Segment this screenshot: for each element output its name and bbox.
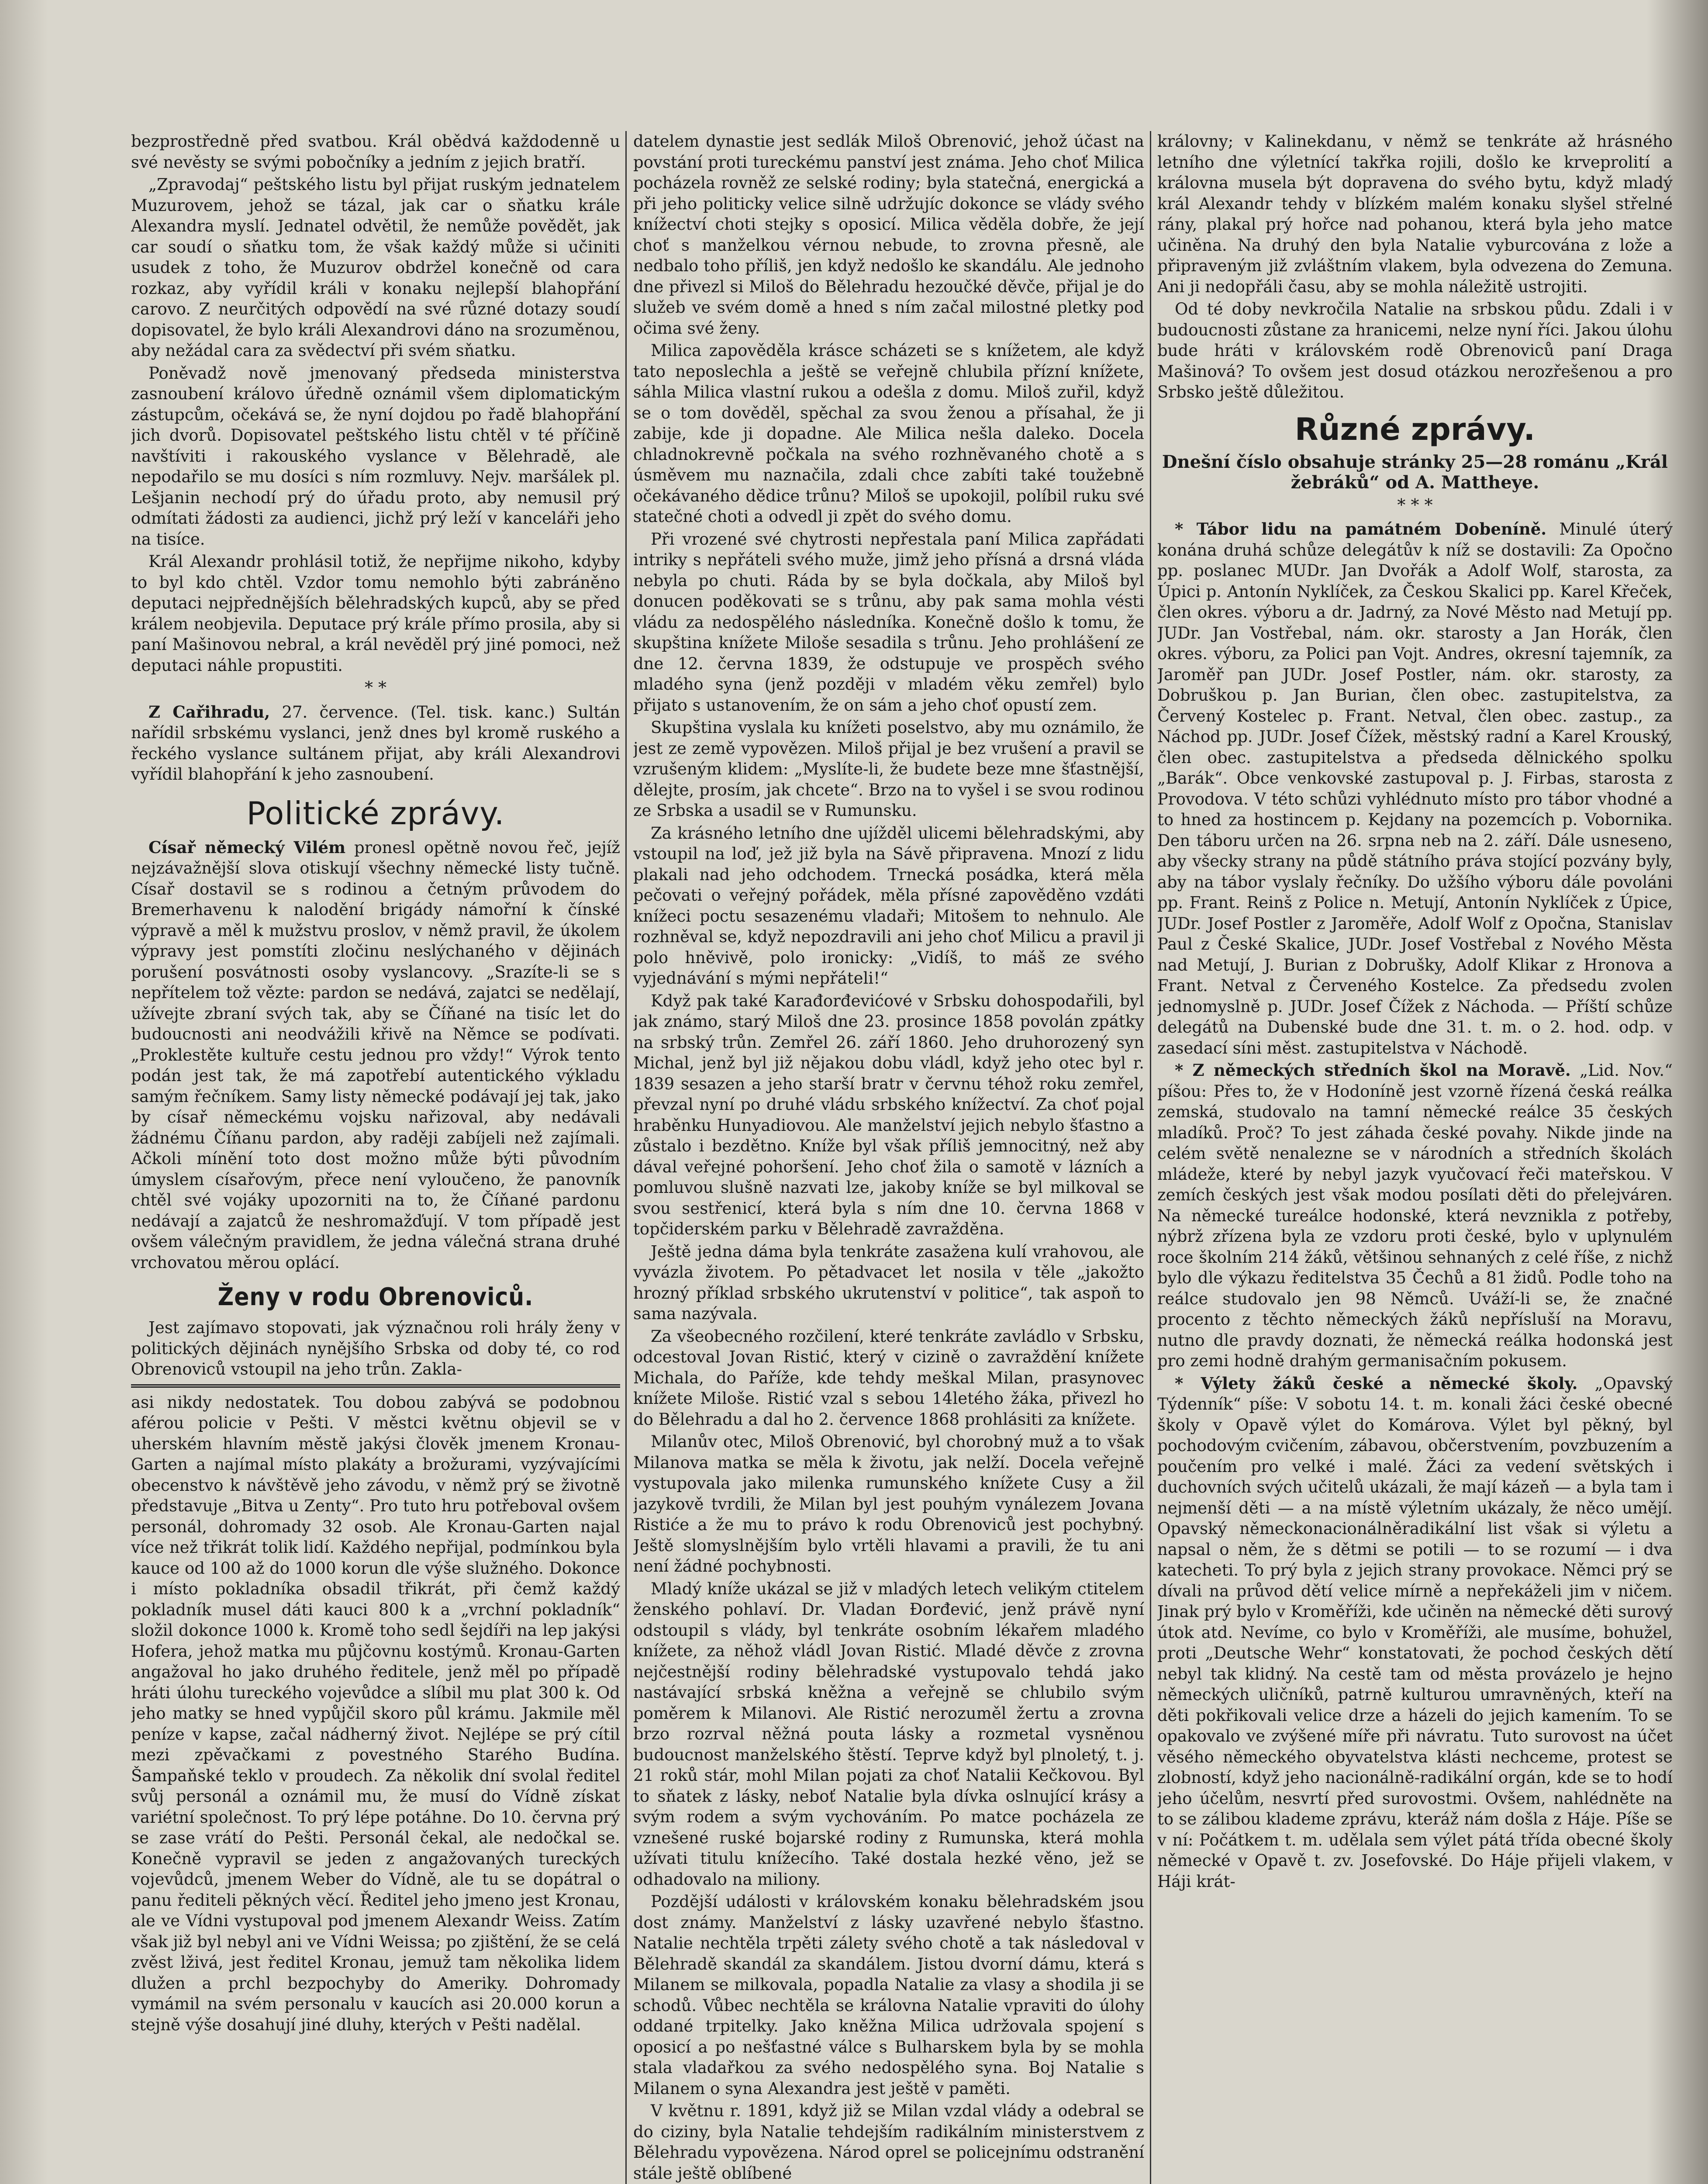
heading-zeny-v-rodu: Ženy v rodu Obrenoviců.: [217, 1283, 534, 1311]
heading-politicke-zpravy: Politické zprávy.: [246, 795, 505, 832]
col2-para-5: Za krásného letního dne ujížděl ulicemi bělehradskými, aby vstoupil na loď, jež již byla na Sávě připravena. Mnozí z lidu plakali nad jeho odchodem. Trnecká posádka, která měla pečovati o veřejný pořádek, měla přísné zapověděno vzdáti knížeci poctu sesazenému vladaři; Mitošem to nehnulo. Ale rozhněval se, když nepozdravili ani jeho choť Milicu a pravil ji polo hněvivě, polo ironicky: „Vidíš, to máš ze svého vyjednávání s mými nepřáteli!“: [633, 823, 1144, 988]
col1-section-rule: [131, 1384, 620, 1388]
col3-novel-notice: Dnešní číslo obsahuje stránky 25—28 románu „Král žebráků“ od A. Mattheye.: [1162, 451, 1668, 493]
col2-para-4: Skupština vyslala ku knížeti poselstvo, aby mu oznámilo, že jest ze země vypovězen. Miloš přijal je bez vrušení a pravil se vzrušeným klidem: „Myslíte-li, že budete beze mne šťastnější, dělejte, prosím, jak chcete“. Brzo na to vyšel i se svou rodinou ze Srbska a usadil se v Rumunsku.: [633, 718, 1144, 820]
col1-dateline: Z Cařihradu,: [148, 702, 270, 722]
col1-lead-cisar: Císař německý Vilém: [148, 837, 346, 857]
column-2: [633, 131, 1144, 2184]
col2-para-8: Za všeobecného rozčilení, které tenkráte zavládlo v Srbsku, odcestoval Jovan Ristić, který v cizině o zavraždění knížete Michala, do Paříže, kde tehdy meškal Milan, prasynovec knížete Miloše. Ristić vzal s sebou 14letého žáka, přivezl ho do Bělehradu a dal ho 2. července 1868 prohlásiti za knížete.: [633, 1327, 1144, 1429]
col3-lead-vylety: * Výlety žáků české a německé školy.: [1175, 1373, 1578, 1393]
col1-para-7: Jest zajímavo stopovati, jak význačnou roli hrály ženy v politických dějinách nynějšího Srbska od doby té, co rod Obrenoviců vstoupil na jeho trůn. Zakla-: [131, 1318, 620, 1379]
col3-news-2: „Lid. Nov.“ píšou: Přes to, že v Hodoníně jest vzorně řízená česká reálka zemská, studovalo na tamní německé reálce 35 českých mladíků. Proč? To jest záhada české povahy. Nikde jinde na celém světě nenalezne se v národních a středních školách mládeže, které by nebyl jazyk vyučovací řeči mateřskou. V zemích českých jest však modou posílati děti do přelejváren. Na německé tureálce hodonské, která nevznikla z potřeby, nýbrž zřízena byla ze vzdoru proti české, bylo v uplynulém roce školním 214 žáků, většinou sehnaných z celé říše, z nichž bylo dle výkazu ředitelstva 35 Čechů a 81 židů. Podle toho na reálce studovalo jen 98 Němců. Uváží-li se, že značné procento z těchto německých žáků nepřísluší na Moravu, nutno dle pravdy doznati, že německá reálka hodonská jest pro zemi hodně drahým germanisačním pokusem.: [1157, 1061, 1673, 1370]
col1-stars: * *: [364, 678, 387, 697]
col1-para-4: Král Alexandr prohlásil totiž, že nepřijme nikoho, kdyby to byl kdo chtěl. Vzdor tomu nemohlo býti zabráněno deputaci nejpřednějších bělehradských kupců, aby se před králem neobjevila. Deputace prý krále přímo prosila, aby si paní Mašinovou nebral, a král nevěděl prý jiné pomoci, než deputaci náhle propustiti.: [131, 552, 620, 675]
heading-ruzne-zpravy: Různé zprávy.: [1294, 411, 1535, 447]
col2-para-12: V květnu r. 1891, když již se Milan vzdal vlády a odebral se do ciziny, byla Natalie tehdejším radikálním ministerstvem z Bělehradu vypovězena. Národ oprel se policejnímu odstranění stále ještě oblíbené: [633, 2101, 1144, 2183]
col3-para-2: Od té doby nevkročila Natalie na srbskou půdu. Zdali i v budoucnosti zůstane za hranicemi, nelze nyní říci. Jakou úlohu bude hráti v královském rodě Obrenoviců paní Draga Mašinová? To ovšem jest dosud otázkou nerozřešenou a pro Srbsko ještě důležitou.: [1157, 300, 1673, 401]
col3-news-3: „Opavský Týdenník“ píše: V sobotu 14. t. m. konali žáci české obecné školy v Opavě výlet do Komárova. Výlet byl pěkný, byl pochodovým cvičením, zábavou, občerstvením, povzbuzením a poučením pro velké i malé. Žáci za vedení světských i duchovních svých učitelů ukázali, že mají kázeň — a byla tam i nejmenší děti — a na místě výletním ukázaly, že něco umějí. Opavský německonacionálněradikální list však si výletu a napsal o něm, že s dětmi se potili — to se rozumí — i dva katecheti. To prý byla z jejich strany provokace. Němci prý se dívali na průvod dětí velice mírně a nepřekáželi jim v ničem. Jinak prý bylo v Kroměříži, kde učiněn na německé děti surový útok atd. Nevíme, co bylo v Kroměříži, ale musíme, bohužel, proti „Deutsche Wehr“ konstatovati, že pochod českých dětí nebyl tak klidný. Na cestě tam od města provázelo je hejno německých uličníků, patrně kulturou umravněných, kteří na děti pokřikovali velice drze a házeli do jejich kamením. To se opakovalo ve zvýšené míře při návratu. Tuto surovost na účet věsého německého obyvatelstva klásti nechceme, protest se zlobností, když jeho nacionálně-radikální orgán, kde se to hodí jeho účelům, nesvrtí před surovostmi. Ovšem, nahlédněte na to se zálibou klademe zprávu, kteráž nám došla z Háje. Píše se v ní: Počátkem t. m. udělala sem výlet pátá třída obecné školy německé v Opavě t. zv. Josefovské. Do Háje přijeli vlakem, v Háji krát-: [1157, 1374, 1673, 1891]
col1-para-8: asi nikdy nedostatek. Tou dobou zabývá se podobnou aférou policie v Pešti. V městci květnu objevil se v uherském hlavním městě jakýsi člověk jmenem Kronau-Garten a najímal místo plakáty a brožurami, vyzývajícími obecenstvo k návštěvě jeho závodu, v němž prý se životně představuje „Bitva u Zenty“. Pro tuto hru potřeboval ovšem personál, dohromady 32 osob. Ale Kronau-Garten najal více než třikrát tolik lidí. Každého nepřijal, podmínkou byla kauce od 100 až do 1000 korun dle výše služného. Dokonce i místo pokladníka obsadil třikrát, při čemž každý pokladník musel dáti kauci 800 k a „vrchní pokladník“ složil dokonce 1000 k. Kromě toho sedl šejdíři na lep jakýsi Hofera, jehož matka mu půjčovnu kostýmů. Kronau-Garten angažoval ho jako druhého ředitele, jenž měl po případě hráti úlohu tureckého vojevůdce a slíbil mu plat 300 k. Od jeho matky se hned vypůjčil skoro půl krámu. Jakmile měl peníze v kapse, začal nádherný život. Nejlépe se prý cítil mezi zpěvačkami z povestného Starého Budína. Šampaňské teklo v proudech. Za několik dní svolal ředitel svůj personál a oznámil mu, že musí do Vídně získat variétní společnost. To prý lépe potáhne. Do 10. června prý se zase vrátí do Pešti. Personál čekal, ale nedočkal se. Konečně vypravil se jeden z angažovaných tureckých vojevůdců, jmenem Weber do Vídně, ale tu se dopátral o panu řediteli pěkných věcí. Ředitel jeho jmeno jest Kronau, ale ve Vídni vystupoval pod jmenem Alexandr Weiss. Zatím však již byl nebyl ani ve Vídni Weissa; po zjištění, že se celá zvěst lživá, jest ředitel Kronau, jemuž tam několika lidem dlužen a prchl bezpochyby do Ameriky. Dohromady vymámil na svém personalu v kaucích asi 20.000 korun a stejně výše dosahují jiné dluhy, kterých v Pešti nadělal.: [131, 1393, 620, 2034]
col2-para-6: Když pak také Karađorđevićové v Srbsku dohospodařili, byl jak známo, starý Miloš dne 23. prosince 1858 povolán zpátky na srbský trůn. Zemřel 26. září 1860. Jeho druhorozený syn Michal, jenž byl již nějakou dobu vládl, když jeho otec byl r. 1839 sesazen a jeho starší bratr v červnu téhož roku zemřel, převzal nyní po druhé vládu srbského knížectví. Za choť pojal hraběnku Hunyadiovou. Ale manželství jejich nebylo šťastno a zůstalo i bezdětno. Kníže byl však příliš jemnocitný, než aby dával veřejné pohoršení. Jeho choť žila o samotě v lázních a pomluvou slušně nazvati lze, jakoby kníže se byl milkoval se svou sestřenicí, která byla s ním dne 10. června 1868 v topčiderském parku v Bělehradě zavražděna.: [633, 991, 1144, 1238]
column-1: [131, 131, 620, 2037]
col1-para-2: „Zpravodaj“ peštského listu byl přijat ruským jednatelem Muzurovem, jehož se tázal, jak car o sňatku krále Alexandra myslí. Jednatel odvětil, že nemůže povědět, jak car soudí o sňatku tom, že však každý může si učiniti usudek z toho, že Muzurov obdržel konečně od cara rozkaz, aby vyřídil králi v konaku nejlepší blahopřání carovo. Z neurčitých odpovědí na své různé dotazy soudí dopisovatel, že bylo králi Alexandrovi dáno na srozuměnou, aby nežádal cara za svědectví při svém sňatku.: [131, 175, 620, 360]
col3-lead-tabor: * Tábor lidu na památném Dobeníně.: [1175, 519, 1547, 539]
col2-para-3: Při vrozené své chytrosti nepřestala paní Milica zapřádati intriky s nepřáteli svého muže, jimž jeho přísná a drsná vláda nebyla po chuti. Ráda by se byla dočkala, aby Miloš byl donucen poděkovati se s trůnu, aby pak sama mohla vésti vládu za nedospělého následníka. Konečně došlo k tomu, že skupština knížete Miloše sesadila s trůnu. Jeho prohlášení ze dne 12. června 1839, že odstupuje ve prospěch svého mladého syna (jenž později v mladém věku zemřel) bylo přijato s ustanovením, že on sám a jeho choť opustí zem.: [633, 529, 1144, 715]
col3-para-1: královny; v Kalinekdanu, v němž se tenkráte až hrásného letního dne výletnící takřka rojili, došlo ke krveprolití a královna musela být dopravena do svého bytu, když mladý král Alexandr tehdy v blízkém malém konaku slyšel střelné rány, plakal prý hořce nad pohanou, která byla jeho matce učiněna. Na druhý den byla Natalie vyburcována z lože a připraveným již zvláštním vlakem, byla odvezena do Zemuna. Ani ji nedopřáli času, aby se mohla náležitě ustrojiti.: [1157, 132, 1673, 296]
col1-para-1: bezprostředně před svatbou. Král obědvá každodenně u své nevěsty se svými pobočníky a jedním z jejich bratří.: [131, 132, 620, 172]
column-rule-1: [625, 131, 627, 2184]
column-3: [1157, 131, 1673, 1894]
col2-para-9: Milanův otec, Miloš Obrenović, byl chorobný muž a to však Milanova matka se měla k životu, jak nelží. Docela veřejně vystupovala jako milenka rumunského knížete Cusy a žil jazykově tvrdili, že Milan byl jest pouhým vynálezem Jovana Ristiće a že mu to právo k rodu Obrenoviců jest pochybný. Ještě slomyslnějším bylo vrtěli hlavami a pravili, že tu ani není žádné pochybnosti.: [633, 1432, 1144, 1576]
col3-lead-skoly: * Z německých středních škol na Moravě.: [1175, 1061, 1571, 1080]
column-rule-2: [1150, 131, 1151, 2184]
scan-edge-left: [0, 0, 48, 2184]
col3-stars: * * *: [1397, 495, 1433, 515]
col2-para-11: Pozdější události v královském konaku bělehradském jsou dost známy. Manželství z lásky uzavřené nebylo šťastno. Natalie nechtěla trpěti zálety svého chotě a tak následoval v Bělehradě skandál za skandálem. Jistou dvorní dámu, která s Milanem se milkovala, popadla Natalie za vlasy a shodila ji se schodů. Vůbec nechtěla se královna Natalie vpraviti do úlohy oddané trpitelky. Jako kněžna Milica udržovala spojení s oposicí a po nešťastné válce s Bulharskem byla by se mohla stala vladařkou za svého nedospělého syna. Boj Natalie s Milanem o syna Alexandra jest ještě v paměti.: [633, 1892, 1144, 2098]
col1-para-3: Poněvadž nově jmenovaný předseda ministerstva zasnoubení královo úředně oznámil všem diplomatickým zástupcům, očekává se, že nyní dojdou po řadě blahopřání jich dvorů. Dopisovatel peštského listu chtěl v té příčině navštíviti i rakouského vyslance v Bělehradě, ale nepodařilo se mu dosíci s ním rozmluvy. Nejv. maršálek pl. Lešjanin nechodí prý do úřadu proto, aby nemusil prý odmítati žádosti za audienci, jichž prý leží v kanceláři jeho na tisíce.: [131, 363, 620, 549]
col1-para-6: pronesl opětně novou řeč, jejíž nejzávažnější slova otiskují všechny německé listy tučně. Císař dostavil se s rodinou a četným průvodem do Bremerhavenu k nalodění brigády námořní k čínské výpravě a měl k mužstvu proslov, v němž pravil, že úkolem výpravy jest pomstíti zločinu neslýchaného v dějinách porušení posvátnosti osoby vyslancovy. „Srazíte-li se s nepřítelem tož vězte: pardon se nedává, zajatci se nedělají, užívejte zbraní svých tak, aby se Číňané na tisíc let do budoucnosti ani neodvážili křivě na Němce se podívati. „Proklestěte kultuře cestu jednou pro vždy!“ Výrok tento podán jest tak, že má zapotřebí autentického výkladu samým řečníkem. Samy listy německé podávají jej tak, jako by císař německému vojsku nařizoval, aby nedávali žádnému Číňanu pardon, aby raději zabíjeli než zajímali. Ačkoli mínění toto dost možno může býti původním úmyslem císařovým, přece není vyloučeno, že panovník chtěl své vojáky upozorniti na to, že Číňané pardonu nedávají a zajatců že neshromažďují. V tom případě jest ovšem válečným pravidlem, že jedna válečná strana druhé vrchovatou měrou oplácí.: [131, 838, 620, 1272]
col3-news-1: Minulé úterý konána druhá schůze delegátův k níž se dostavili: Za Opočno pp. poslanec MUDr. Jan Dvořák a Adolf Wolf, starosta, za Úpici p. Antonín Nyklíček, za Českou Skalici pp. Karel Křeček, člen okres. výboru a dr. Jadrný, za Nové Město nad Metují pp. JUDr. Jan Vostřebal, nám. okr. starosty a Jan Horák, člen okres. výboru, za Polici pan Vojt. Andres, okresní tajemník, za Jaroměř pan JUDr. Josef Postler, nám. okr. starosty, za Dobruškou p. Jan Burian, člen obec. zastupitelstva, za Červený Kostelec p. Frant. Netval, člen obec. zastup., za Náchod pp. JUDr. Josef Čížek, městský radní a Karel Krouský, člen obec. zastupitelstva a předseda dělnického spolku „Barák“. Obce venkovské zastupoval p. J. Firbas, starosta z Provodova. V této schůzi vyhlédnuto místo pro tábor vhodné a to hned za hostincem p. Kejdany na pozemcích p. Vobornika. Den táboru určen na 26. srpna neb na 2. září. Dále usneseno, aby všecky strany na půdě státního práva stojící pozvány byly, aby na tábor vyslaly řečníky. Do užšího výboru dále povoláni pp. Frant. Reinš z Police n. Metují, Antonín Nyklíček z Úpice, JUDr. Josef Postler z Jaroměře, Adolf Wolf z Opočna, Stanislav Paul z České Skalice, JUDr. Josef Vostřebal z Nového Města nad Metují, J. Burian z Dobrušky, Adolf Klikar z Hronova a Frant. Netval z Červeného Kostelce. Za předsedu zvolen jednomyslně p. JUDr. Josef Čížek z Náchoda. — Příští schůze delegátů na Dubenské bude dne 31. t. m. o 2. hod. odp. v zasedací síni měst. zastupitelstva v Náchodě.: [1157, 520, 1673, 1057]
col2-para-7: Ještě jedna dáma byla tenkráte zasažena kulí vrahovou, ale vyvázla životem. Po pětadvacet let nosila v těle „jakožto hrozný příklad srbského ukrutenství v politice“, tak aspoň to sama nazývala.: [633, 1242, 1144, 1323]
col2-para-10: Mladý kníže ukázal se již v mladých letech velikým ctitelem ženského pohlaví. Dr. Vladan Đorđević, jenž právě nyní odstoupil s vlády, byl tenkráte osobním lékařem mladého knížete, za něhož vládl Jovan Ristić. Mladé děvče z zrovna nejčestnější rodiny bělehradské vystupovalo tehdá jako nastávající srbská kněžna a veřejně se chlubilo svým poměrem k Milanovi. Ale Ristić nerozuměl žertu a zrovna brzo rozrval něžná pouta lásky a rozmetal vysněnou budoucnost manželského štěstí. Teprve když byl plnoletý, t. j. 21 roků stár, mohl Milan pojati za choť Natalii Kečkovou. Byl to sňatek z lásky, neboť Natalie byla dívka oslnující krásy a svým rodem a svým vychováním. Po matce pocházela ze vznešené ruské bojarské rodiny z Rumunska, která mohla užívati titulu knížecího. Také dostala hezké věno, jež se odhadovalo na miliony.: [633, 1579, 1144, 1889]
col2-para-2: Milica zapověděla krásce scházeti se s knížetem, ale když tato neposlechla a ještě se veřejně chlubila přízní knížete, sáhla Milica vlastní rukou a odešla z domu. Miloš zuřil, když se o tom dověděl, spěchal za svou ženou a přísahal, že ji zabije, kde ji dopadne. Ale Milica nešla daleko. Docela chladnokrevně počkala na svého rozhněvaného chotě a s úsměvem mu naznačila, zdali chce zabíti také toužebně očekávaného dědice trůnu? Miloš se upokojil, políbil ruku své statečné choti a odvedl ji zpět do svého domu.: [633, 341, 1144, 526]
col1-para-5: 27. července. (Tel. tisk. kanc.) Sultán nařídil srbskému vyslanci, jenž dnes byl kromě ruského a řeckého vyslance sultánem přijat, aby králi Alexandrovi vyřídil blahopřání k jeho zasnoubení.: [131, 702, 620, 784]
col2-para-1: datelem dynastie jest sedlák Miloš Obrenović, jehož účast na povstání proti tureckému panství jest známa. Jeho choť Milica pocházela rovněž ze selské rodiny; byla statečná, energická a při jeho politicky velice silně udržujíc dokonce se vlády svého knížectví choti stejky s oposicí. Milica věděla dobře, že její choť s manželkou vérnou nebude, to zrovna přesně, ale nedbalo toho příliš, jen když nedošlo ke skandálu. Ale jednoho dne přivezl si Miloš do Bělehradu hezoučké děvče, přijal je do služeb ve svém domě a hned s ním začal milostné pletky pod očima své ženy.: [633, 132, 1144, 338]
